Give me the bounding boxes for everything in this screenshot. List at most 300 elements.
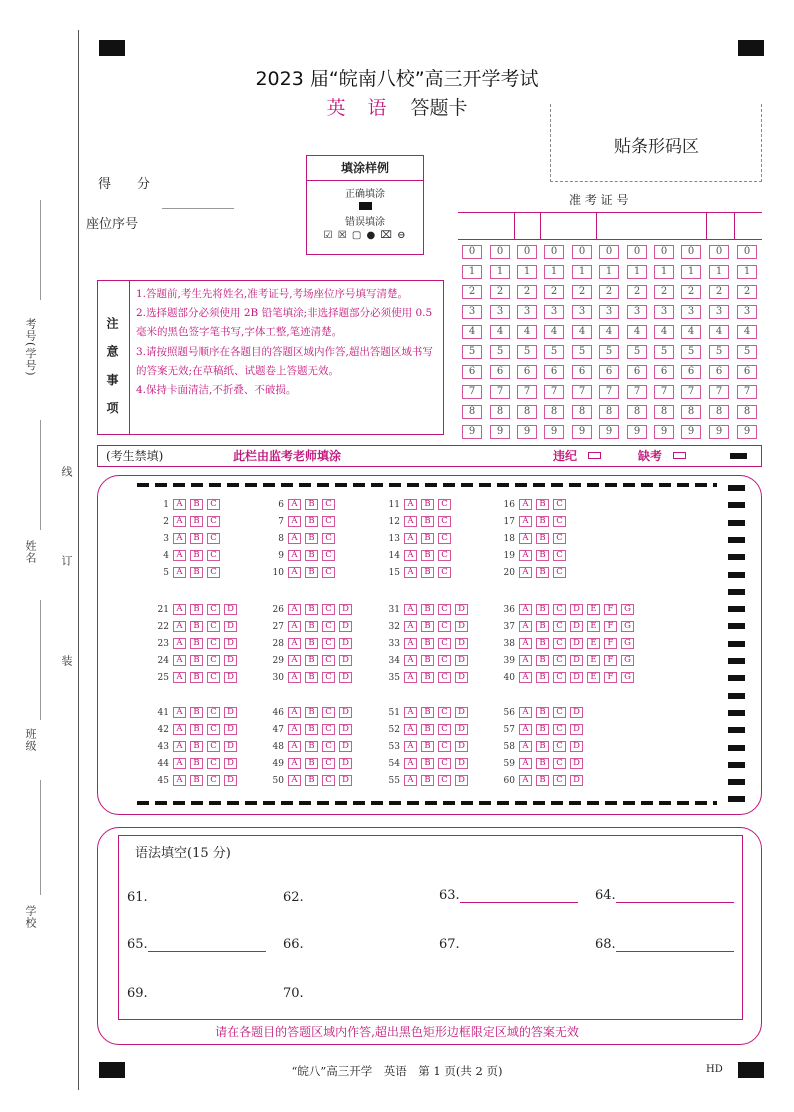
exam-id-digit[interactable]: 5 xyxy=(627,345,647,359)
blank-61[interactable]: 61. xyxy=(127,890,148,905)
exam-id-digit[interactable]: 5 xyxy=(599,345,619,359)
exam-id-digit[interactable]: 9 xyxy=(627,425,647,439)
option-b[interactable]: B xyxy=(421,533,434,544)
exam-id-digit[interactable]: 1 xyxy=(544,265,564,279)
option-a[interactable]: A xyxy=(519,533,532,544)
exam-id-digit[interactable]: 3 xyxy=(490,305,510,319)
option-c[interactable]: C xyxy=(553,707,566,718)
option-c[interactable]: C xyxy=(207,533,220,544)
exam-id-digit[interactable]: 7 xyxy=(627,385,647,399)
option-b[interactable]: B xyxy=(190,775,203,786)
option-a[interactable]: A xyxy=(173,550,186,561)
exam-id-digit[interactable]: 1 xyxy=(490,265,510,279)
blank-70[interactable]: 70. xyxy=(283,986,304,1001)
blank-63[interactable]: 63. xyxy=(439,888,578,903)
exam-id-digit[interactable]: 4 xyxy=(517,325,537,339)
exam-id-digit[interactable]: 1 xyxy=(627,265,647,279)
exam-id-digit[interactable]: 1 xyxy=(737,265,757,279)
option-b[interactable]: B xyxy=(536,516,549,527)
option-b[interactable]: B xyxy=(190,638,203,649)
option-b[interactable]: B xyxy=(305,741,318,752)
option-d[interactable]: D xyxy=(224,638,237,649)
blank-69[interactable]: 69. xyxy=(127,986,148,1001)
option-a[interactable]: A xyxy=(288,516,301,527)
option-a[interactable]: A xyxy=(173,533,186,544)
option-c[interactable]: C xyxy=(438,672,451,683)
option-d[interactable]: D xyxy=(455,724,468,735)
option-b[interactable]: B xyxy=(305,758,318,769)
exam-id-digit[interactable]: 0 xyxy=(709,245,729,259)
option-e[interactable]: E xyxy=(587,638,600,649)
exam-id-digit[interactable]: 5 xyxy=(709,345,729,359)
option-c[interactable]: C xyxy=(438,499,451,510)
exam-id-digit[interactable]: 3 xyxy=(654,305,674,319)
option-d[interactable]: D xyxy=(570,741,583,752)
option-g[interactable]: G xyxy=(621,672,634,683)
option-a[interactable]: A xyxy=(519,550,532,561)
option-c[interactable]: C xyxy=(207,550,220,561)
exam-id-digit[interactable]: 4 xyxy=(709,325,729,339)
exam-id-digit[interactable]: 0 xyxy=(462,245,482,259)
option-a[interactable]: A xyxy=(404,516,417,527)
exam-id-digit[interactable]: 2 xyxy=(709,285,729,299)
option-b[interactable]: B xyxy=(305,672,318,683)
exam-id-digit[interactable]: 6 xyxy=(544,365,564,379)
option-b[interactable]: B xyxy=(421,604,434,615)
option-a[interactable]: A xyxy=(173,638,186,649)
option-a[interactable]: A xyxy=(404,533,417,544)
option-d[interactable]: D xyxy=(339,775,352,786)
option-g[interactable]: G xyxy=(621,604,634,615)
option-d[interactable]: D xyxy=(455,672,468,683)
option-d[interactable]: D xyxy=(455,638,468,649)
option-a[interactable]: A xyxy=(173,567,186,578)
option-b[interactable]: B xyxy=(421,655,434,666)
exam-id-digit[interactable]: 8 xyxy=(627,405,647,419)
option-a[interactable]: A xyxy=(288,638,301,649)
exam-id-digit[interactable]: 0 xyxy=(517,245,537,259)
option-c[interactable]: C xyxy=(207,638,220,649)
option-b[interactable]: B xyxy=(190,499,203,510)
option-c[interactable]: C xyxy=(438,567,451,578)
option-c[interactable]: C xyxy=(322,655,335,666)
option-c[interactable]: C xyxy=(207,604,220,615)
option-c[interactable]: C xyxy=(438,707,451,718)
option-a[interactable]: A xyxy=(288,741,301,752)
option-b[interactable]: B xyxy=(536,621,549,632)
exam-id-digit[interactable]: 2 xyxy=(737,285,757,299)
option-c[interactable]: C xyxy=(322,724,335,735)
exam-id-digit[interactable]: 8 xyxy=(654,405,674,419)
option-c[interactable]: C xyxy=(207,707,220,718)
exam-id-digit[interactable]: 4 xyxy=(627,325,647,339)
option-d[interactable]: D xyxy=(224,724,237,735)
option-b[interactable]: B xyxy=(190,707,203,718)
exam-id-digit[interactable]: 0 xyxy=(572,245,592,259)
option-b[interactable]: B xyxy=(305,550,318,561)
option-c[interactable]: C xyxy=(438,775,451,786)
option-b[interactable]: B xyxy=(421,724,434,735)
option-c[interactable]: C xyxy=(438,550,451,561)
option-b[interactable]: B xyxy=(536,758,549,769)
option-c[interactable]: C xyxy=(322,533,335,544)
option-b[interactable]: B xyxy=(421,672,434,683)
option-d[interactable]: D xyxy=(339,672,352,683)
option-c[interactable]: C xyxy=(322,567,335,578)
option-c[interactable]: C xyxy=(553,533,566,544)
option-c[interactable]: C xyxy=(438,533,451,544)
exam-id-digit[interactable]: 9 xyxy=(572,425,592,439)
exam-id-digit[interactable]: 8 xyxy=(737,405,757,419)
exam-id-digit[interactable]: 3 xyxy=(599,305,619,319)
option-a[interactable]: A xyxy=(173,655,186,666)
exam-id-digit[interactable]: 7 xyxy=(517,385,537,399)
exam-id-digit[interactable]: 0 xyxy=(627,245,647,259)
exam-id-digit[interactable]: 4 xyxy=(544,325,564,339)
option-c[interactable]: C xyxy=(438,621,451,632)
exam-id-digit[interactable]: 1 xyxy=(681,265,701,279)
option-b[interactable]: B xyxy=(421,621,434,632)
option-b[interactable]: B xyxy=(305,516,318,527)
option-a[interactable]: A xyxy=(404,672,417,683)
exam-id-digit[interactable]: 1 xyxy=(654,265,674,279)
option-e[interactable]: E xyxy=(587,621,600,632)
option-b[interactable]: B xyxy=(536,550,549,561)
option-d[interactable]: D xyxy=(224,604,237,615)
exam-id-digit[interactable]: 4 xyxy=(681,325,701,339)
option-f[interactable]: F xyxy=(604,672,617,683)
exam-id-digit[interactable]: 7 xyxy=(572,385,592,399)
option-c[interactable]: C xyxy=(438,638,451,649)
exam-id-digit[interactable]: 5 xyxy=(572,345,592,359)
option-c[interactable]: C xyxy=(207,621,220,632)
option-c[interactable]: C xyxy=(438,741,451,752)
option-b[interactable]: B xyxy=(536,672,549,683)
option-a[interactable]: A xyxy=(404,638,417,649)
exam-id-digit[interactable]: 8 xyxy=(709,405,729,419)
option-b[interactable]: B xyxy=(421,758,434,769)
option-c[interactable]: C xyxy=(322,672,335,683)
option-d[interactable]: D xyxy=(339,741,352,752)
option-a[interactable]: A xyxy=(519,655,532,666)
exam-id-digit[interactable]: 7 xyxy=(709,385,729,399)
option-d[interactable]: D xyxy=(455,741,468,752)
option-a[interactable]: A xyxy=(519,758,532,769)
exam-id-digit[interactable]: 7 xyxy=(544,385,564,399)
option-b[interactable]: B xyxy=(305,533,318,544)
option-b[interactable]: B xyxy=(190,567,203,578)
option-f[interactable]: F xyxy=(604,655,617,666)
option-c[interactable]: C xyxy=(207,567,220,578)
option-c[interactable]: C xyxy=(553,604,566,615)
option-a[interactable]: A xyxy=(288,724,301,735)
option-c[interactable]: C xyxy=(322,604,335,615)
option-b[interactable]: B xyxy=(190,672,203,683)
option-b[interactable]: B xyxy=(536,724,549,735)
option-c[interactable]: C xyxy=(553,516,566,527)
exam-id-digit[interactable]: 8 xyxy=(599,405,619,419)
option-d[interactable]: D xyxy=(455,604,468,615)
option-g[interactable]: G xyxy=(621,638,634,649)
exam-id-digit[interactable]: 6 xyxy=(737,365,757,379)
option-d[interactable]: D xyxy=(339,604,352,615)
exam-id-digit[interactable]: 0 xyxy=(490,245,510,259)
option-c[interactable]: C xyxy=(553,567,566,578)
option-d[interactable]: D xyxy=(570,775,583,786)
option-c[interactable]: C xyxy=(207,516,220,527)
option-c[interactable]: C xyxy=(438,516,451,527)
option-b[interactable]: B xyxy=(536,775,549,786)
exam-id-digit[interactable]: 9 xyxy=(737,425,757,439)
option-a[interactable]: A xyxy=(173,741,186,752)
option-a[interactable]: A xyxy=(519,567,532,578)
exam-id-digit[interactable]: 9 xyxy=(681,425,701,439)
option-a[interactable]: A xyxy=(173,707,186,718)
option-b[interactable]: B xyxy=(421,638,434,649)
option-b[interactable]: B xyxy=(421,516,434,527)
option-c[interactable]: C xyxy=(322,707,335,718)
option-c[interactable]: C xyxy=(553,638,566,649)
exam-id-digit[interactable]: 2 xyxy=(517,285,537,299)
option-b[interactable]: B xyxy=(190,550,203,561)
option-a[interactable]: A xyxy=(519,707,532,718)
exam-id-digit[interactable]: 4 xyxy=(462,325,482,339)
exam-id-digit[interactable]: 0 xyxy=(737,245,757,259)
option-a[interactable]: A xyxy=(404,758,417,769)
option-g[interactable]: G xyxy=(621,621,634,632)
option-b[interactable]: B xyxy=(190,758,203,769)
option-d[interactable]: D xyxy=(455,758,468,769)
option-c[interactable]: C xyxy=(207,672,220,683)
option-b[interactable]: B xyxy=(536,604,549,615)
option-d[interactable]: D xyxy=(224,741,237,752)
option-b[interactable]: B xyxy=(305,775,318,786)
option-a[interactable]: A xyxy=(519,499,532,510)
option-c[interactable]: C xyxy=(207,741,220,752)
exam-id-digit[interactable]: 8 xyxy=(462,405,482,419)
blank-64[interactable]: 64. xyxy=(595,888,734,903)
blank-67[interactable]: 67. xyxy=(439,937,460,952)
exam-id-digit[interactable]: 9 xyxy=(654,425,674,439)
option-a[interactable]: A xyxy=(404,707,417,718)
exam-id-digit[interactable]: 3 xyxy=(462,305,482,319)
exam-id-digit[interactable]: 1 xyxy=(462,265,482,279)
exam-id-digit[interactable]: 6 xyxy=(681,365,701,379)
option-a[interactable]: A xyxy=(173,775,186,786)
option-c[interactable]: C xyxy=(438,758,451,769)
option-a[interactable]: A xyxy=(519,621,532,632)
option-b[interactable]: B xyxy=(536,707,549,718)
option-a[interactable]: A xyxy=(288,499,301,510)
option-a[interactable]: A xyxy=(173,724,186,735)
option-a[interactable]: A xyxy=(404,550,417,561)
exam-id-digit[interactable]: 2 xyxy=(654,285,674,299)
option-b[interactable]: B xyxy=(305,604,318,615)
option-c[interactable]: C xyxy=(322,499,335,510)
option-d[interactable]: D xyxy=(570,724,583,735)
option-a[interactable]: A xyxy=(173,499,186,510)
exam-id-digit[interactable]: 8 xyxy=(681,405,701,419)
exam-id-digit[interactable]: 2 xyxy=(544,285,564,299)
option-d[interactable]: D xyxy=(455,707,468,718)
option-c[interactable]: C xyxy=(322,516,335,527)
option-b[interactable]: B xyxy=(536,655,549,666)
option-b[interactable]: B xyxy=(305,724,318,735)
option-d[interactable]: D xyxy=(570,758,583,769)
option-b[interactable]: B xyxy=(305,621,318,632)
blank-68[interactable]: 68. xyxy=(595,937,734,952)
option-g[interactable]: G xyxy=(621,655,634,666)
option-c[interactable]: C xyxy=(322,638,335,649)
option-a[interactable]: A xyxy=(288,533,301,544)
option-d[interactable]: D xyxy=(224,758,237,769)
exam-id-digit[interactable]: 8 xyxy=(517,405,537,419)
option-a[interactable]: A xyxy=(288,567,301,578)
exam-id-digit[interactable]: 3 xyxy=(627,305,647,319)
option-c[interactable]: C xyxy=(553,499,566,510)
option-b[interactable]: B xyxy=(536,499,549,510)
option-b[interactable]: B xyxy=(421,707,434,718)
exam-id-digit[interactable]: 9 xyxy=(544,425,564,439)
exam-id-digit[interactable]: 9 xyxy=(490,425,510,439)
exam-id-digit[interactable]: 1 xyxy=(599,265,619,279)
exam-id-digit[interactable]: 3 xyxy=(517,305,537,319)
option-c[interactable]: C xyxy=(322,758,335,769)
option-a[interactable]: A xyxy=(519,516,532,527)
exam-id-digit[interactable]: 3 xyxy=(737,305,757,319)
option-b[interactable]: B xyxy=(305,567,318,578)
exam-id-digit[interactable]: 9 xyxy=(462,425,482,439)
exam-id-digit[interactable]: 7 xyxy=(490,385,510,399)
option-a[interactable]: A xyxy=(173,758,186,769)
option-a[interactable]: A xyxy=(404,621,417,632)
option-b[interactable]: B xyxy=(305,499,318,510)
exam-id-digit[interactable]: 3 xyxy=(544,305,564,319)
exam-id-digit[interactable]: 6 xyxy=(599,365,619,379)
exam-id-digit[interactable]: 9 xyxy=(709,425,729,439)
blank-62[interactable]: 62. xyxy=(283,890,304,905)
exam-id-digit[interactable]: 7 xyxy=(654,385,674,399)
option-d[interactable]: D xyxy=(455,655,468,666)
exam-id-digit[interactable]: 6 xyxy=(572,365,592,379)
option-a[interactable]: A xyxy=(288,550,301,561)
exam-id-digit[interactable]: 7 xyxy=(681,385,701,399)
exam-id-digit[interactable]: 0 xyxy=(654,245,674,259)
exam-id-digit[interactable]: 4 xyxy=(599,325,619,339)
exam-id-digit[interactable]: 3 xyxy=(572,305,592,319)
option-f[interactable]: F xyxy=(604,638,617,649)
option-b[interactable]: B xyxy=(190,621,203,632)
option-b[interactable]: B xyxy=(190,655,203,666)
absent-box[interactable] xyxy=(673,452,686,459)
option-d[interactable]: D xyxy=(570,707,583,718)
option-a[interactable]: A xyxy=(404,741,417,752)
exam-id-digit[interactable]: 4 xyxy=(572,325,592,339)
option-b[interactable]: B xyxy=(305,638,318,649)
option-c[interactable]: C xyxy=(438,604,451,615)
exam-id-digit[interactable]: 1 xyxy=(517,265,537,279)
option-a[interactable]: A xyxy=(173,672,186,683)
exam-id-digit[interactable]: 7 xyxy=(599,385,619,399)
option-a[interactable]: A xyxy=(519,604,532,615)
option-d[interactable]: D xyxy=(224,707,237,718)
option-b[interactable]: B xyxy=(536,638,549,649)
option-c[interactable]: C xyxy=(553,655,566,666)
option-a[interactable]: A xyxy=(519,638,532,649)
exam-id-digit[interactable]: 5 xyxy=(681,345,701,359)
option-a[interactable]: A xyxy=(288,621,301,632)
option-a[interactable]: A xyxy=(404,604,417,615)
option-d[interactable]: D xyxy=(339,638,352,649)
option-d[interactable]: D xyxy=(339,758,352,769)
option-e[interactable]: E xyxy=(587,655,600,666)
exam-id-digit[interactable]: 9 xyxy=(517,425,537,439)
option-d[interactable]: D xyxy=(570,655,583,666)
exam-id-digit[interactable]: 7 xyxy=(737,385,757,399)
option-c[interactable]: C xyxy=(322,550,335,561)
exam-id-digit[interactable]: 8 xyxy=(572,405,592,419)
option-b[interactable]: B xyxy=(305,707,318,718)
exam-id-digit[interactable]: 1 xyxy=(572,265,592,279)
option-c[interactable]: C xyxy=(438,655,451,666)
option-b[interactable]: B xyxy=(421,567,434,578)
exam-id-digit[interactable]: 2 xyxy=(490,285,510,299)
exam-id-digit[interactable]: 0 xyxy=(681,245,701,259)
option-f[interactable]: F xyxy=(604,621,617,632)
exam-id-digit[interactable]: 3 xyxy=(709,305,729,319)
exam-id-digit[interactable]: 4 xyxy=(490,325,510,339)
exam-id-digit[interactable]: 6 xyxy=(709,365,729,379)
option-b[interactable]: B xyxy=(421,775,434,786)
option-b[interactable]: B xyxy=(536,567,549,578)
option-d[interactable]: D xyxy=(570,672,583,683)
option-d[interactable]: D xyxy=(224,672,237,683)
option-c[interactable]: C xyxy=(322,621,335,632)
option-e[interactable]: E xyxy=(587,604,600,615)
option-a[interactable]: A xyxy=(519,775,532,786)
option-b[interactable]: B xyxy=(190,741,203,752)
exam-id-digit[interactable]: 6 xyxy=(654,365,674,379)
option-a[interactable]: A xyxy=(173,604,186,615)
option-d[interactable]: D xyxy=(224,621,237,632)
option-c[interactable]: C xyxy=(438,724,451,735)
exam-id-digit[interactable]: 4 xyxy=(654,325,674,339)
option-b[interactable]: B xyxy=(190,533,203,544)
option-b[interactable]: B xyxy=(190,516,203,527)
option-f[interactable]: F xyxy=(604,604,617,615)
option-a[interactable]: A xyxy=(404,567,417,578)
option-d[interactable]: D xyxy=(570,604,583,615)
option-b[interactable]: B xyxy=(421,550,434,561)
option-c[interactable]: C xyxy=(553,621,566,632)
option-d[interactable]: D xyxy=(339,724,352,735)
option-b[interactable]: B xyxy=(536,741,549,752)
option-c[interactable]: C xyxy=(553,672,566,683)
option-d[interactable]: D xyxy=(570,621,583,632)
option-a[interactable]: A xyxy=(288,758,301,769)
option-c[interactable]: C xyxy=(553,550,566,561)
option-b[interactable]: B xyxy=(305,655,318,666)
option-c[interactable]: C xyxy=(207,775,220,786)
option-d[interactable]: D xyxy=(455,621,468,632)
exam-id-digit[interactable]: 5 xyxy=(654,345,674,359)
option-a[interactable]: A xyxy=(173,516,186,527)
exam-id-digit[interactable]: 6 xyxy=(462,365,482,379)
option-d[interactable]: D xyxy=(224,775,237,786)
option-e[interactable]: E xyxy=(587,672,600,683)
option-a[interactable]: A xyxy=(288,707,301,718)
blank-66[interactable]: 66. xyxy=(283,937,304,952)
